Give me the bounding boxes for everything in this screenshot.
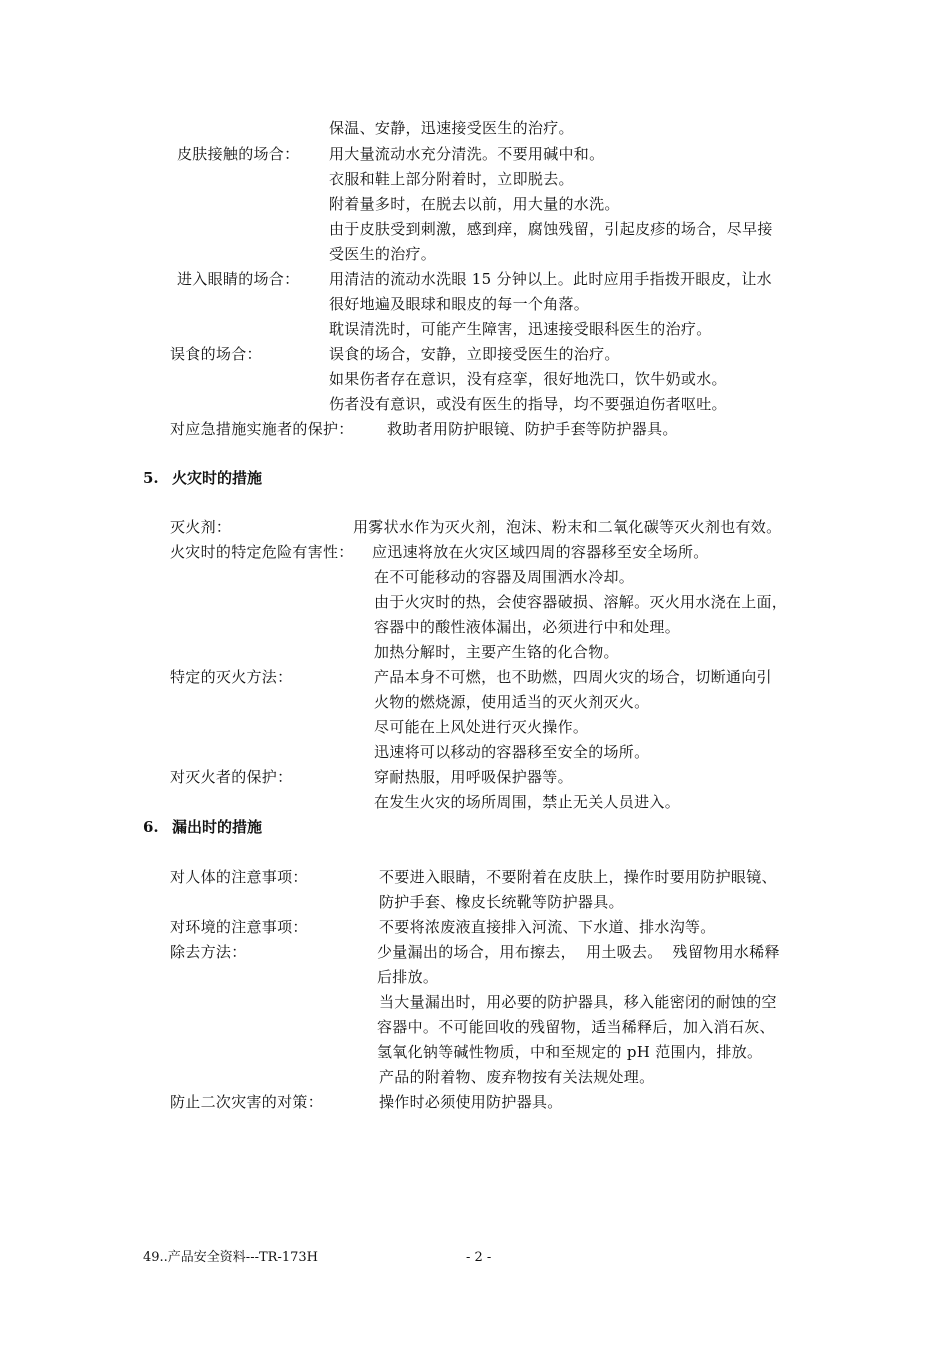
firefighting-method-line: 产品本身不可燃，也不助燃，四周火灾的场合，切断通向引 [374,668,772,686]
removal-method-line: 产品的附着物、废弃物按有关法规处理。 [379,1068,655,1086]
firefighter-protection-label: 对灭火者的保护： [170,768,293,786]
ingestion-line: 伤者没有意识，或没有医生的指导，均不要强迫伤者呕吐。 [329,395,727,413]
footer-document-id: 49..产品安全资料---TR-173H [143,1250,318,1265]
eye-contact-line: 耽误清洗时，可能产生障害，迅速接受眼科医生的治疗。 [329,320,712,338]
ingestion-line: 如果伤者存在意识，没有痉挛，很好地洗口，饮牛奶或水。 [329,370,727,388]
section-title: 火灾时的措施 [172,469,263,487]
personal-precautions-line: 不要进入眼睛，不要附着在皮肤上，操作时要用防护眼镜、 [379,868,777,886]
removal-method-label: 除去方法： [170,943,247,961]
eye-contact-label: 进入眼睛的场合： [177,270,300,288]
eye-contact-line: 用清洁的流动水洗眼 15 分钟以上。此时应用手指拨开眼皮，让水 [329,270,772,288]
section-6-heading [143,816,262,838]
fire-hazard-label: 火灾时的特定危险有害性： [170,543,354,561]
firefighting-method-label: 特定的灭火方法： [170,668,293,686]
rescuer-protection-text: 救助者用防护眼镜、防护手套等防护器具。 [387,420,678,438]
fire-hazard-line: 由于火灾时的热，会使容器破损、溶解。灭火用水浇在上面， [374,593,788,611]
ingestion-line: 误食的场合，安静，立即接受医生的治疗。 [329,345,620,363]
removal-method-line: 容器中。不可能回收的残留物，适当稀释后，加入消石灰、 [377,1018,775,1036]
firefighter-protection-line: 在发生火灾的场所周围，禁止无关人员进入。 [374,793,681,811]
firefighting-method-line: 迅速将可以移动的容器移至安全的场所。 [374,743,650,761]
section-number: 5. [143,469,159,487]
removal-method-line: 后排放。 [377,968,439,986]
section-number: 6. [143,818,159,836]
eye-contact-line: 很好地遍及眼球和眼皮的每一个角落。 [329,295,590,313]
skin-contact-line: 衣服和鞋上部分附着时，立即脱去。 [329,170,574,188]
fire-hazard-line: 在不可能移动的容器及周围洒水冷却。 [374,568,635,586]
ingestion-label: 误食的场合： [170,345,262,363]
skin-contact-label: 皮肤接触的场合： [177,145,300,163]
skin-contact-line: 由于皮肤受到刺激，感到痒，腐蚀残留，引起皮疹的场合，尽早接 [329,220,773,238]
rescuer-protection-label: 对应急措施实施者的保护： [170,420,354,438]
section-title: 漏出时的措施 [172,818,263,836]
fire-hazard-line: 容器中的酸性液体漏出，必须进行中和处理。 [374,618,681,636]
skin-contact-line: 受医生的治疗。 [329,245,437,263]
firefighting-method-line: 尽可能在上风处进行灭火操作。 [374,718,589,736]
footer-page-number: - 2 - [466,1250,492,1265]
section-5-heading [143,467,262,489]
removal-method-line: 氢氧化钠等碱性物质，中和至规定的 pH 范围内，排放。 [377,1043,763,1061]
fire-hazard-line: 应迅速将放在火灾区域四周的容器移至安全场所。 [372,543,709,561]
firefighting-method-line: 火物的燃烧源，使用适当的灭火剂灭火。 [374,693,650,711]
extinguishing-agent-label: 灭火剂： [170,518,232,536]
firefighter-protection-line: 穿耐热服，用呼吸保护器等。 [374,768,573,786]
removal-method-line: 当大量漏出时，用必要的防护器具，移入能密闭的耐蚀的空 [379,993,777,1011]
personal-precautions-line: 防护手套、橡皮长统靴等防护器具。 [379,893,624,911]
fire-hazard-line: 加热分解时，主要产生铬的化合物。 [374,643,619,661]
skin-contact-line: 用大量流动水充分清洗。不要用碱中和。 [329,145,605,163]
environmental-precautions-text: 不要将浓废液直接排入河流、下水道、排水沟等。 [379,918,716,936]
personal-precautions-label: 对人体的注意事项： [170,868,308,886]
secondary-disaster-label: 防止二次灾害的对策： [170,1093,324,1111]
removal-method-line: 少量漏出的场合，用布擦去， 用土吸去。 残留物用水稀释 [377,943,780,961]
secondary-disaster-text: 操作时必须使用防护器具。 [379,1093,563,1111]
extinguishing-agent-text: 用雾状水作为灭火剂，泡沫、粉末和二氧化碳等灭火剂也有效。 [353,518,782,536]
skin-contact-line: 附着量多时，在脱去以前，用大量的水洗。 [329,195,620,213]
environmental-precautions-label: 对环境的注意事项： [170,918,308,936]
first-aid-pre-line: 保温、安静，迅速接受医生的治疗。 [329,119,574,137]
